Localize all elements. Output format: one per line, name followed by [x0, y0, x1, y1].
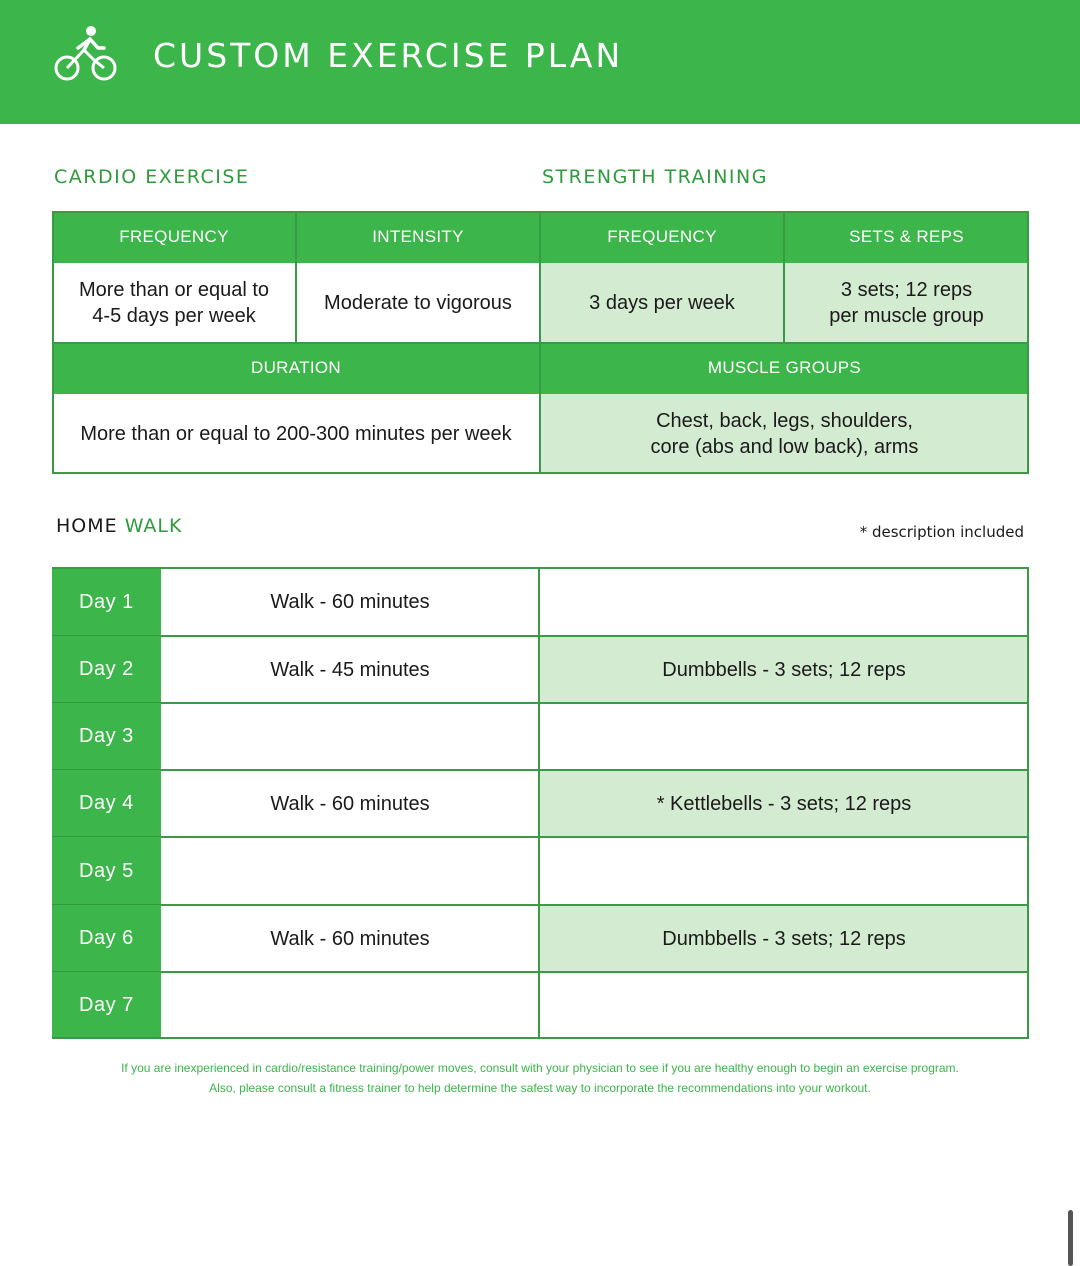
- walk-cell: [161, 837, 539, 905]
- strength-cell: [539, 703, 1029, 770]
- muscle-groups-header: MUSCLE GROUPS: [540, 343, 1029, 394]
- schedule-row-divider: [161, 702, 1029, 704]
- day-divider: [52, 836, 161, 837]
- header-bar: [0, 0, 1080, 124]
- schedule-row-divider: [161, 971, 1029, 973]
- day-divider: [52, 635, 161, 636]
- page-title: CUSTOM EXERCISE PLAN: [153, 36, 624, 75]
- strength-frequency-header: FREQUENCY: [540, 212, 784, 263]
- muscle-groups-line1: Chest, back, legs, shoulders,: [656, 410, 913, 432]
- cardio-intensity-value: Moderate to vigorous: [296, 263, 540, 343]
- home-walk-title: [56, 515, 182, 537]
- cardio-section-title: CARDIO EXERCISE: [54, 166, 250, 188]
- disclaimer-line1: If you are inexperienced in cardio/resistance training/power moves, consult with your physician to see if you are healthy enough to begin an exercise program.: [121, 1061, 959, 1075]
- description-note: * description included: [859, 523, 1024, 541]
- home-walk-title-part1: HOME: [56, 515, 118, 537]
- scrollbar[interactable]: [1068, 1210, 1073, 1266]
- day-label: Day 2: [52, 636, 161, 703]
- walk-cell: [161, 703, 539, 770]
- strength-sets-value: [784, 263, 1029, 343]
- day-label: Day 3: [52, 703, 161, 770]
- disclaimer-line2: Also, please consult a fitness trainer to help determine the safest way to incorporate the recommendations into your workout.: [209, 1081, 871, 1095]
- cardio-duration-value: More than or equal to 200-300 minutes per week: [52, 394, 540, 474]
- strength-section-title: STRENGTH TRAINING: [542, 166, 768, 188]
- schedule-row-divider: [161, 635, 1029, 637]
- schedule-border-bottom: [52, 1037, 1029, 1039]
- walk-cell: Walk - 60 minutes: [161, 905, 539, 972]
- cardio-frequency-line1: More than or equal to: [78, 279, 270, 301]
- strength-cell: Dumbbells - 3 sets; 12 reps: [539, 905, 1029, 972]
- schedule-border-top: [52, 567, 1029, 569]
- day-label: Day 6: [52, 905, 161, 972]
- muscle-groups-value: [540, 394, 1029, 474]
- muscle-groups-line2: core (abs and low back), arms: [650, 436, 919, 458]
- bicycle-icon: [54, 24, 118, 84]
- schedule-row-divider: [161, 769, 1029, 771]
- cardio-duration-header: DURATION: [52, 343, 540, 394]
- walk-cell: [161, 972, 539, 1039]
- schedule-divider-center: [538, 567, 540, 1039]
- walk-cell: Walk - 60 minutes: [161, 770, 539, 837]
- day-divider: [52, 904, 161, 905]
- day-divider: [52, 769, 161, 770]
- strength-cell: [539, 837, 1029, 905]
- strength-sets-line2: per muscle group: [829, 305, 984, 327]
- strength-sets-line1: 3 sets; 12 reps: [840, 279, 973, 301]
- walk-cell: Walk - 45 minutes: [161, 636, 539, 703]
- table-divider-center: [539, 211, 541, 474]
- schedule-row-divider: [161, 836, 1029, 838]
- day-divider: [52, 971, 161, 972]
- strength-cell: Dumbbells - 3 sets; 12 reps: [539, 636, 1029, 703]
- cardio-frequency-value: [52, 263, 296, 343]
- table-divider-left: [295, 211, 297, 343]
- strength-sets-header: SETS & REPS: [784, 212, 1029, 263]
- cardio-frequency-line2: 4-5 days per week: [92, 305, 256, 327]
- schedule-border-right: [1027, 567, 1029, 1039]
- walk-cell: Walk - 60 minutes: [161, 568, 539, 636]
- day-label: Day 7: [52, 972, 161, 1039]
- day-label: Day 5: [52, 837, 161, 905]
- day-divider: [52, 702, 161, 703]
- disclaimer: [40, 1058, 1040, 1098]
- strength-cell: [539, 568, 1029, 636]
- table-divider-right: [783, 211, 785, 343]
- cardio-intensity-header: INTENSITY: [296, 212, 540, 263]
- day-label: Day 1: [52, 568, 161, 636]
- home-walk-title-part2: WALK: [124, 515, 183, 537]
- strength-cell: [539, 972, 1029, 1039]
- strength-frequency-value: 3 days per week: [540, 263, 784, 343]
- strength-cell: * Kettlebells - 3 sets; 12 reps: [539, 770, 1029, 837]
- day-label: Day 4: [52, 770, 161, 837]
- cardio-frequency-header: FREQUENCY: [52, 212, 296, 263]
- schedule-row-divider: [161, 904, 1029, 906]
